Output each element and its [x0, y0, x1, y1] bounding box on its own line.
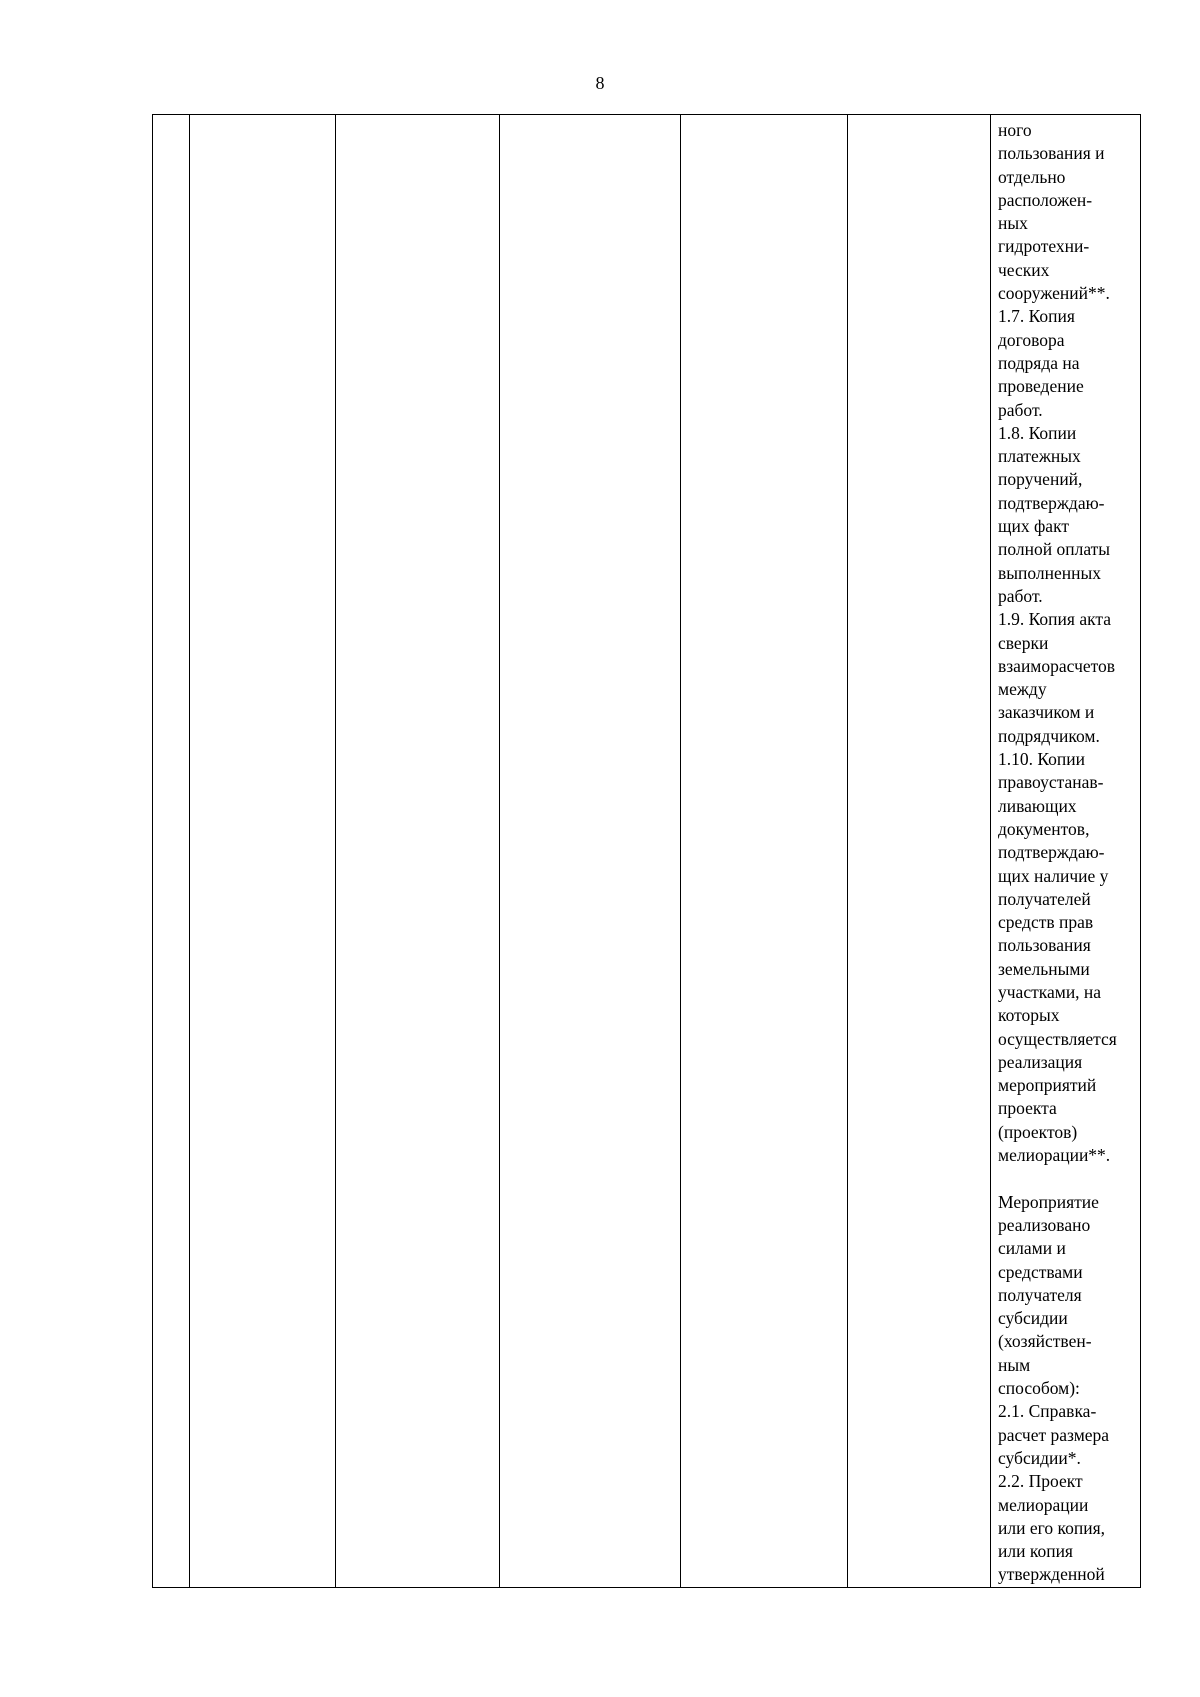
cell-text-line: силами и [998, 1238, 1066, 1259]
cell-text-line: полной оплаты [998, 539, 1111, 560]
cell-text-line: утвержденной [998, 1564, 1105, 1585]
cell-text-line: реализация [998, 1051, 1083, 1072]
cell-text-line: пользования [998, 935, 1091, 956]
table-row [153, 115, 1141, 1588]
table-cell-col-5 [681, 115, 848, 1588]
cell-text-line: мелиорации [998, 1494, 1089, 1515]
cell-text-line: работ. [998, 585, 1043, 606]
cell-text-line: средствами [998, 1261, 1083, 1282]
cell-text-line: мероприятий [998, 1075, 1097, 1096]
cell-text-line: пользования и [998, 143, 1105, 164]
table-cell-col-4 [500, 115, 681, 1588]
cell-text-line: 2.1. Справка- [998, 1401, 1097, 1422]
cell-text-line: подтверждаю- [998, 492, 1105, 513]
cell-text-line: договора [998, 329, 1065, 350]
cell-text-line: между [998, 679, 1047, 700]
cell-text-line: ливающих [998, 795, 1077, 816]
cell-text-line: 1.8. Копии [998, 422, 1077, 443]
cell-text-line: подряда на [998, 352, 1080, 373]
cell-text-line: подтверждаю- [998, 842, 1105, 863]
cell-text-line: работ. [998, 399, 1043, 420]
cell-text-line: ческих [998, 259, 1050, 280]
cell-text-line: щих факт [998, 516, 1069, 537]
cell-text-line: сверки [998, 632, 1049, 653]
cell-text-line: способом): [998, 1378, 1080, 1399]
table-cell-col-6 [848, 115, 991, 1588]
cell-text-line: подрядчиком. [998, 725, 1100, 746]
cell-text-line: документов, [998, 818, 1090, 839]
cell-text-line: платежных [998, 446, 1081, 467]
cell-text-line: получателя [998, 1284, 1082, 1305]
cell-text-line: или его копия, [998, 1517, 1105, 1538]
blank-line [998, 1167, 1136, 1190]
cell-text-line: ного [998, 120, 1032, 140]
cell-text-line: (проектов) [998, 1121, 1078, 1142]
cell-text-line: щих наличие у [998, 865, 1109, 886]
cell-text-line: ных [998, 213, 1028, 234]
cell-text-line: (хозяйствен- [998, 1331, 1092, 1352]
cell-text-line: средств прав [998, 912, 1094, 933]
cell-text-line: сооружений**. [998, 283, 1110, 304]
cell-text-line: расположен- [998, 189, 1093, 210]
cell-text-line: поручений, [998, 469, 1083, 490]
cell-text-line: получателей [998, 888, 1091, 909]
page-number: 8 [595, 73, 605, 93]
cell-text-line: субсидии [998, 1308, 1068, 1329]
table-cell-col-2 [190, 115, 336, 1588]
cell-text-line: земельными [998, 958, 1090, 979]
cell-text-line: которых [998, 1005, 1060, 1026]
cell-text-line: Мероприятие [998, 1191, 1099, 1212]
cell-text-line: осуществляется [998, 1028, 1117, 1049]
table-cell-col-3 [336, 115, 500, 1588]
cell-text-line: проведение [998, 376, 1084, 397]
cell-text-line: или копия [998, 1541, 1073, 1562]
cell-text-line: заказчиком и [998, 702, 1095, 723]
table-cell-documents [991, 115, 1141, 1588]
cell-text-line: реализовано [998, 1214, 1091, 1235]
cell-text-line: взаиморасчетов [998, 655, 1116, 676]
cell-text-line: правоустанав- [998, 772, 1104, 793]
cell-text-line: субсидии*. [998, 1447, 1081, 1468]
cell-text-line: участками, на [998, 981, 1102, 1002]
cell-text-line: мелиорации**. [998, 1145, 1111, 1166]
cell-text-line: отдельно [998, 166, 1066, 187]
cell-text-line: расчет размера [998, 1424, 1110, 1445]
cell-text-line: 2.2. Проект [998, 1471, 1083, 1492]
cell-text-line: гидротехни- [998, 236, 1090, 257]
cell-text-line: ным [998, 1354, 1031, 1375]
table-cell-col-1 [153, 115, 190, 1588]
cell-text-line: 1.10. Копии [998, 749, 1086, 770]
cell-text-line: 1.9. Копия акта [998, 609, 1111, 630]
cell-text-line: 1.7. Копия [998, 306, 1075, 327]
document-table [152, 114, 1141, 1588]
cell-text-line: проекта [998, 1098, 1057, 1119]
cell-text-line: выполненных [998, 562, 1102, 583]
